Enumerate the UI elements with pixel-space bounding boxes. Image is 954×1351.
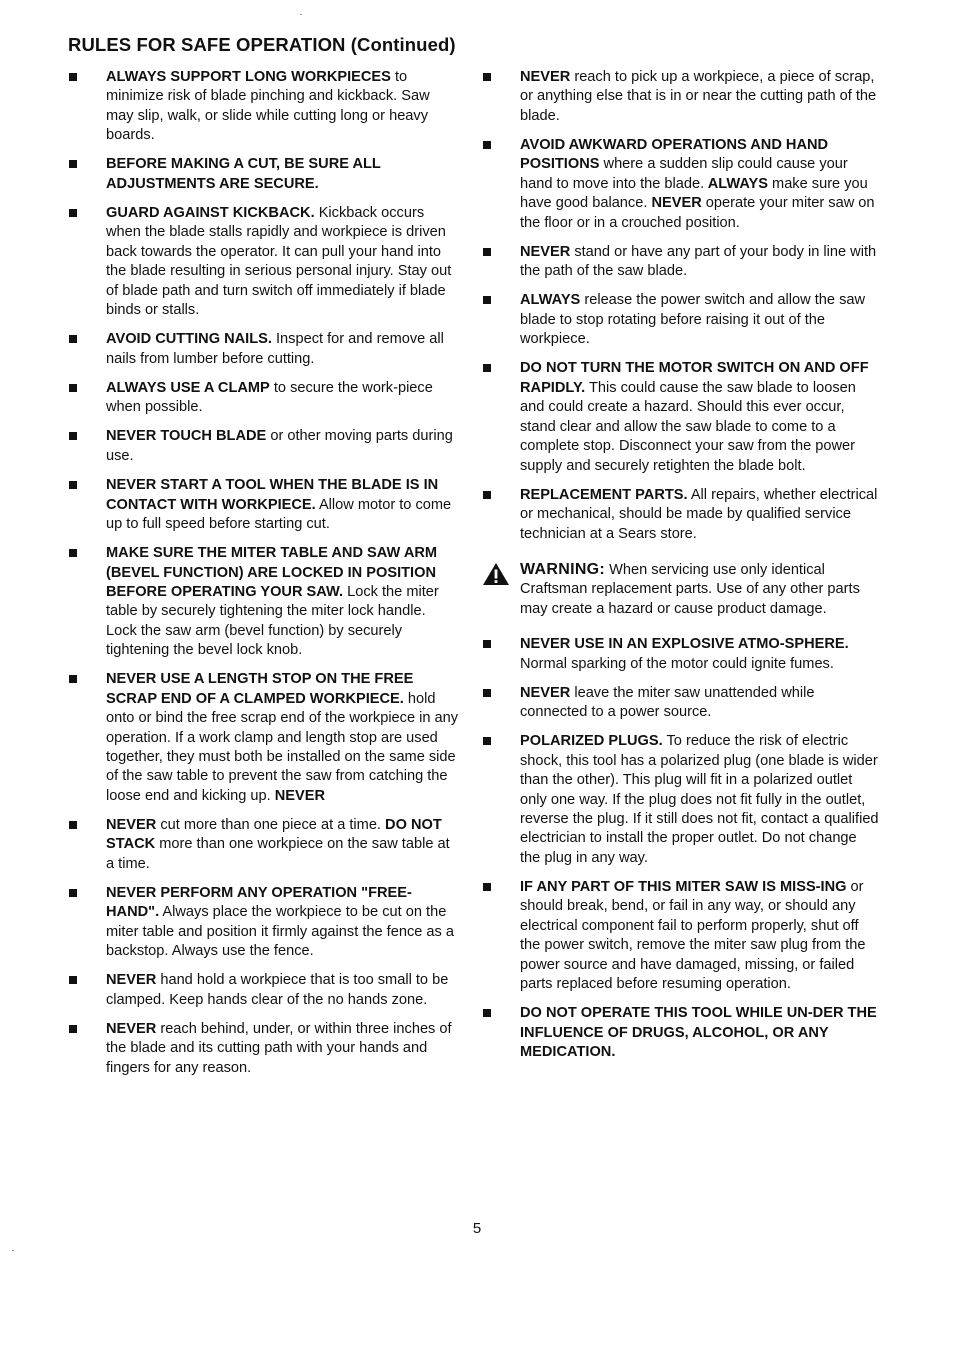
rule-body: reach to pick up a workpiece, a piece of scrap, or anything else that is in or near the cutting path of the blade. xyxy=(520,69,877,124)
square-bullet-icon xyxy=(69,481,77,489)
rule-body: To reduce the risk of electric shock, this tool has a polarized plug (one blade is wider than the other). This plug will fit in a polarized outlet only one way. If the plug does not fit fully in the outlet, reverse the plug. If it still does not fit, contact a qualified electrician to install the proper outlet. Do not change the plug in any way. xyxy=(520,733,879,866)
rule-text xyxy=(106,427,460,466)
safety-rule xyxy=(482,635,880,674)
rule-emphasis: NEVER USE IN AN EXPLOSIVE ATMO-SPHERE. xyxy=(520,636,849,653)
rule-emphasis: DO NOT STACK xyxy=(106,816,442,853)
rule-emphasis: AVOID CUTTING NAILS. xyxy=(106,331,272,348)
safety-rule xyxy=(68,816,460,874)
rule-body: Kickback occurs when the blade stalls rapidly and workpiece is driven back towards the operator. It can pull your hand into the blade resulting in serious personal injury. Stay out of blade path and turn switch off immediately if blade binds or stalls. xyxy=(106,205,452,319)
rule-emphasis: MAKE SURE THE MITER TABLE AND SAW ARM (BEVEL FUNCTION) ARE LOCKED IN POSITION BEFORE OPERATING YOUR SAW. xyxy=(106,545,438,600)
square-bullet-icon xyxy=(69,209,77,217)
rule-text xyxy=(106,68,460,146)
rule-text xyxy=(520,635,880,674)
rule-emphasis: IF ANY PART OF THIS MITER SAW IS MISS-ING xyxy=(520,879,847,895)
safety-rule xyxy=(68,884,460,962)
square-bullet-icon xyxy=(69,675,77,683)
rule-body: Allow motor to come up to full speed before starting cut. xyxy=(106,496,452,532)
rule-body: hold onto or bind the free scrap end of the workpiece in any operation. If a work clamp and length stop are used together, they must both be installed on the same side of the saw table to prevent the saw from catching the loose end and kicking up. xyxy=(106,690,459,804)
rule-text xyxy=(106,155,460,194)
safety-rule xyxy=(482,68,880,126)
rule-text xyxy=(520,243,880,282)
rule-text xyxy=(106,204,460,320)
rule-emphasis: BEFORE MAKING A CUT, BE SURE ALL ADJUSTMENTS ARE SECURE. xyxy=(106,156,381,192)
rule-emphasis: NEVER START A TOOL WHEN THE BLADE IS IN CONTACT WITH WORKPIECE. xyxy=(106,477,439,513)
rule-text xyxy=(520,68,880,126)
safety-rule xyxy=(68,427,460,466)
rule-body: Normal sparking of the motor could ignite fumes. xyxy=(520,655,834,672)
rule-body: to minimize risk of blade pinching and kickback. Saw may slip, walk, or slide while cutting long or heavy boards. xyxy=(106,69,430,144)
rule-emphasis: ALWAYS xyxy=(704,175,768,192)
rule-emphasis: NEVER xyxy=(270,787,326,804)
rule-body: Always place the workpiece to be cut on the miter table and position it firmly against the fence as a backstop. Always use the fence. xyxy=(106,904,454,960)
rule-emphasis: NEVER xyxy=(106,972,157,989)
safety-rule xyxy=(482,359,880,475)
square-bullet-icon xyxy=(69,432,77,440)
rule-emphasis: ALWAYS xyxy=(520,292,581,309)
safety-rule xyxy=(68,971,460,1010)
rule-body: or should break, bend, or fail in any way, or should any electrical component fail to perform properly, shut off the power switch, remove the miter saw plug from the power source and have damaged, missing, or failed parts replaced before resuming operation. xyxy=(520,879,866,993)
rule-body: leave the miter saw unattended while connected to a power source. xyxy=(520,684,815,721)
safety-rule xyxy=(68,544,460,660)
square-bullet-icon xyxy=(483,296,491,304)
square-bullet-icon xyxy=(483,640,491,648)
square-bullet-icon xyxy=(483,364,491,372)
rule-emphasis: NEVER PERFORM ANY OPERATION "FREE-HAND". xyxy=(106,885,412,921)
rule-body: This could cause the saw blade to loosen and could create a hazard. Should this ever occur, stand clear and allow the saw blade to come to a complete stop. Disconnect your saw from the power supply and securely retighten the blade bolt. xyxy=(520,379,856,474)
right-column-lower xyxy=(482,635,880,1062)
square-bullet-icon xyxy=(69,821,77,829)
square-bullet-icon xyxy=(69,976,77,984)
rule-text xyxy=(520,732,880,868)
rule-text xyxy=(106,379,460,418)
right-column xyxy=(482,68,880,1072)
rule-text xyxy=(520,878,880,994)
rule-emphasis: NEVER xyxy=(106,816,157,833)
rule-emphasis: DO NOT TURN THE MOTOR SWITCH ON AND OFF RAPIDLY. xyxy=(520,360,869,396)
rule-emphasis: REPLACEMENT PARTS. xyxy=(520,486,688,503)
rule-text xyxy=(106,884,460,962)
warning-text: When servicing use only identical Craftsman replacement parts. Use of any other parts may create a hazard or cause product damage. xyxy=(520,561,860,617)
rule-body: stand or have any part of your body in line with the path of the saw blade. xyxy=(520,243,877,280)
rule-emphasis: DO NOT OPERATE THIS TOOL WHILE UN-DER THE INFLUENCE OF DRUGS, ALCOHOL, OR ANY MEDICATION. xyxy=(520,1005,877,1061)
safety-rule xyxy=(482,291,880,349)
rule-body: Lock the miter table by securely tightening the miter lock handle. Lock the saw arm (bevel function) by securely tightening the bevel lock knob. xyxy=(106,583,439,659)
rule-emphasis: NEVER xyxy=(647,195,702,212)
rule-text xyxy=(106,670,460,806)
rule-text xyxy=(520,1004,880,1062)
warning-notice xyxy=(482,560,880,619)
square-bullet-icon xyxy=(483,141,491,149)
safety-rule xyxy=(68,68,460,146)
square-bullet-icon xyxy=(483,248,491,256)
safety-rule xyxy=(482,732,880,868)
safety-rule xyxy=(68,1020,460,1078)
rule-text xyxy=(520,486,880,544)
safety-rule xyxy=(68,379,460,418)
safety-rule xyxy=(68,204,460,320)
rule-text xyxy=(106,330,460,369)
square-bullet-icon xyxy=(483,1009,491,1017)
rule-body: hand hold a workpiece that is too small to be clamped. Keep hands clear of the no hands zone. xyxy=(106,972,449,1008)
rule-emphasis: AVOID AWKWARD OPERATIONS AND HAND POSITIONS xyxy=(520,137,829,173)
safety-rule xyxy=(68,670,460,806)
rule-emphasis: NEVER xyxy=(520,243,571,260)
square-bullet-icon xyxy=(69,335,77,343)
square-bullet-icon xyxy=(483,737,491,745)
rule-body: or other moving parts during use. xyxy=(106,428,453,464)
rule-body: release the power switch and allow the saw blade to stop rotating before raising it out of the workpiece. xyxy=(520,292,866,348)
square-bullet-icon xyxy=(483,689,491,697)
square-bullet-icon xyxy=(69,73,77,81)
rule-emphasis: GUARD AGAINST KICKBACK. xyxy=(106,205,315,222)
rule-emphasis: NEVER xyxy=(520,69,571,85)
safety-rule xyxy=(482,878,880,994)
safety-rule xyxy=(68,476,460,534)
warning-triangle-icon xyxy=(482,562,510,586)
rule-body: operate your miter saw on the floor or in a crouched position. xyxy=(520,195,875,231)
safety-rule xyxy=(482,1004,880,1062)
safety-rule xyxy=(482,243,880,282)
rule-body: cut more than one piece at a time. xyxy=(156,816,381,833)
rule-text xyxy=(520,136,880,233)
square-bullet-icon xyxy=(69,549,77,557)
safety-rule xyxy=(482,136,880,233)
rule-text xyxy=(520,684,880,723)
rule-text xyxy=(106,476,460,534)
rule-emphasis: ALWAYS USE A CLAMP xyxy=(106,379,270,396)
safety-rule xyxy=(68,155,460,194)
rule-body: Inspect for and remove all nails from lumber before cutting. xyxy=(106,331,444,367)
square-bullet-icon xyxy=(69,160,77,168)
safety-rule xyxy=(482,684,880,723)
square-bullet-icon xyxy=(483,883,491,891)
page-number: 5 xyxy=(472,1220,482,1237)
rule-body: to secure the work-piece when possible. xyxy=(106,379,433,416)
rule-body: reach behind, under, or within three inches of the blade and its cutting path with your hands and fingers for any reason. xyxy=(106,1021,452,1076)
rule-body: All repairs, whether electrical or mechanical, should be made by qualified service technician at a Sears store. xyxy=(520,486,878,542)
warning-label: WARNING: xyxy=(520,560,606,578)
rule-text xyxy=(106,816,460,874)
rule-text xyxy=(106,971,460,1010)
square-bullet-icon xyxy=(483,73,491,81)
square-bullet-icon xyxy=(483,491,491,499)
square-bullet-icon xyxy=(69,384,77,392)
rule-body: make sure you have good balance. xyxy=(520,175,868,212)
rule-emphasis: NEVER USE A LENGTH STOP ON THE FREE SCRAP END OF A CLAMPED WORKPIECE. xyxy=(106,671,414,707)
right-column-upper xyxy=(482,68,880,544)
square-bullet-icon xyxy=(69,889,77,897)
safety-rule xyxy=(68,330,460,369)
rule-body: more than one workpiece on the saw table at a time. xyxy=(106,836,450,872)
rule-emphasis: ALWAYS SUPPORT LONG WORKPIECES xyxy=(106,69,391,85)
left-column xyxy=(68,68,460,1088)
rule-emphasis: NEVER TOUCH BLADE xyxy=(106,428,267,445)
rule-text xyxy=(106,544,460,660)
rule-text xyxy=(106,1020,460,1078)
rule-text xyxy=(520,359,880,475)
rule-text xyxy=(520,291,880,349)
safety-rule xyxy=(482,486,880,544)
rule-emphasis: NEVER xyxy=(520,684,571,701)
square-bullet-icon xyxy=(69,1025,77,1033)
rule-body: where a sudden slip could cause your hand to move into the blade. xyxy=(520,156,848,192)
rule-emphasis: POLARIZED PLUGS. xyxy=(520,733,663,750)
page-title: RULES FOR SAFE OPERATION (Continued) xyxy=(68,34,456,55)
rule-emphasis: NEVER xyxy=(106,1021,157,1038)
